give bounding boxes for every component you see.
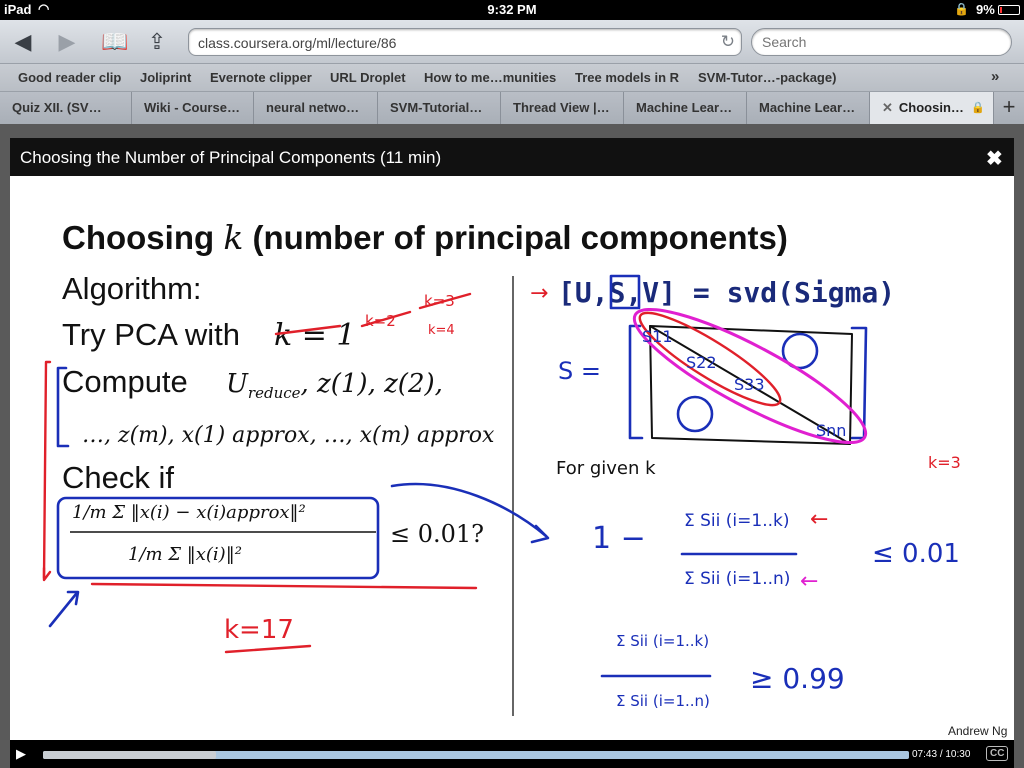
lock-icon: 🔒 (971, 102, 985, 114)
sum-bottom-2: Σ Sii (i=1..n) (616, 692, 710, 710)
slide-heading: Choosing k (number of principal components) (62, 218, 788, 257)
more-bookmarks-icon[interactable]: » (991, 68, 1000, 85)
sum-bottom: Σ Sii (i=1..n) (684, 569, 791, 589)
algorithm-label: Algorithm: (62, 271, 202, 306)
matrix-right-bracket (852, 328, 866, 438)
bookmark-item[interactable]: Evernote clipper (210, 70, 312, 85)
bookmarks-bar (0, 64, 1024, 92)
tab-active[interactable] (870, 92, 994, 124)
bookmark-item[interactable]: Good reader clip (18, 70, 122, 85)
ratio-denominator: 1/m Σ ‖x(i)‖² (128, 544, 242, 565)
status-bar (0, 0, 1024, 20)
tab-label: Machine Lear… (759, 100, 856, 115)
current-time: 07:43 (912, 749, 938, 760)
tab[interactable] (0, 92, 132, 124)
progress-fill (43, 751, 216, 759)
new-tab-button[interactable]: + (994, 92, 1024, 124)
tab[interactable] (747, 92, 870, 124)
battery-icon (998, 5, 1020, 15)
k3-note: k=3 (424, 292, 455, 310)
k17-underline (226, 646, 310, 652)
tab-label: Thread View |… (513, 100, 610, 115)
bookmark-item[interactable]: How to me…munities (424, 70, 557, 85)
bookmark-item[interactable]: SVM-Tutor…-package) (698, 70, 837, 85)
svd-equation: [U,S,V] = svd(Sigma) (558, 276, 896, 309)
matrix-left-bracket (630, 326, 642, 438)
tab[interactable] (501, 92, 624, 124)
tab-label: Choosin… (898, 100, 964, 115)
try-pca-label: Try PCA with (62, 317, 240, 352)
k3-note-right: k=3 (928, 453, 961, 472)
url-text: class.coursera.org/ml/lecture/86 (198, 35, 397, 51)
address-bar[interactable] (188, 28, 742, 56)
tab-label: SVM-Tutorial… (390, 100, 483, 115)
bookmark-item[interactable]: Joliprint (140, 70, 192, 85)
time-separator: / (939, 749, 943, 760)
battery-percent: 9% (976, 2, 995, 17)
s-equals: S = (558, 357, 601, 385)
bookmark-item[interactable]: URL Droplet (330, 70, 406, 85)
arrow-bottom: ← (800, 569, 819, 594)
back-button[interactable]: ◀ (14, 29, 32, 54)
k2-note: k=2 (365, 312, 396, 330)
for-given-k: For given k (556, 458, 656, 479)
s11: S11 (642, 327, 673, 346)
zero-circle (678, 397, 712, 431)
try-pca-k: k = 1 (274, 318, 356, 353)
forward-button[interactable]: ▶ (58, 29, 76, 54)
red-underline (92, 584, 476, 588)
k4-note: k=4 (428, 323, 455, 338)
arrow-top: ← (810, 507, 829, 532)
search-box[interactable] (751, 28, 1012, 56)
duration: 10:30 (945, 749, 971, 760)
device-name: iPad (4, 2, 32, 17)
ratio-numerator: 1/m Σ ‖x(i) − x(i)approx‖² (72, 502, 306, 523)
clock: 9:32 PM (487, 2, 537, 17)
tab[interactable] (132, 92, 254, 124)
video-modal-header (10, 138, 1014, 176)
k17-note: k=17 (224, 615, 294, 645)
tab[interactable] (254, 92, 378, 124)
compute-terms-line1: $U_{reduce}$, z(1), z(2), (226, 369, 443, 402)
le-threshold: ≤ 0.01 (872, 539, 960, 569)
compute-label: Compute (62, 364, 188, 399)
blue-pointer-arrow (50, 592, 78, 626)
check-if-label: Check if (62, 460, 174, 495)
timecode (912, 749, 970, 760)
browser-toolbar (0, 20, 1024, 64)
play-icon[interactable]: ▶ (16, 746, 26, 761)
tab-label: Machine Lear… (636, 100, 733, 115)
tab-label: Wiki - Course… (144, 100, 240, 115)
tab-label: Quiz XII. (SV… (12, 100, 102, 115)
arrow-svd: → (530, 281, 549, 306)
reload-icon[interactable]: ↻ (720, 32, 735, 51)
bookmark-item[interactable]: Tree models in R (575, 70, 680, 85)
sum-top: Σ Sii (i=1..k) (684, 511, 790, 531)
s22: S22 (686, 353, 717, 372)
tab[interactable] (624, 92, 747, 124)
snn: Snn (816, 421, 847, 440)
tab-label: neural netwo… (266, 100, 360, 115)
one-minus: 1 − (592, 521, 646, 556)
video-title: Choosing the Number of Principal Components (11 min) (20, 148, 442, 167)
tab-bar (0, 92, 1024, 124)
compute-terms-line2: …, z(m), x(1) approx, …, x(m) approx (82, 423, 495, 448)
bookmarks-icon[interactable]: 📖 (101, 29, 129, 54)
progress-bar[interactable] (43, 751, 909, 759)
tab[interactable] (378, 92, 501, 124)
red-arrow-head (44, 568, 50, 580)
close-icon[interactable]: ✖ (986, 148, 1003, 170)
author-credit: Andrew Ng (948, 724, 1008, 738)
video-controls (10, 740, 1014, 768)
threshold: ≤ 0.01? (390, 520, 485, 548)
search-input[interactable] (762, 34, 992, 50)
lecture-slide (10, 176, 1014, 740)
ge-threshold: ≥ 0.99 (750, 662, 845, 695)
red-bracket (44, 362, 50, 578)
slide-canvas (10, 176, 1014, 740)
s33: S33 (734, 375, 765, 394)
wifi-icon: ◠ (38, 1, 50, 16)
share-icon[interactable]: ⇪ (147, 29, 167, 54)
rotation-lock-icon: 🔒 (954, 2, 969, 16)
cc-button[interactable]: CC (986, 746, 1008, 761)
close-tab-icon[interactable]: ✕ (882, 100, 893, 115)
sum-top-2: Σ Sii (i=1..k) (616, 632, 710, 650)
